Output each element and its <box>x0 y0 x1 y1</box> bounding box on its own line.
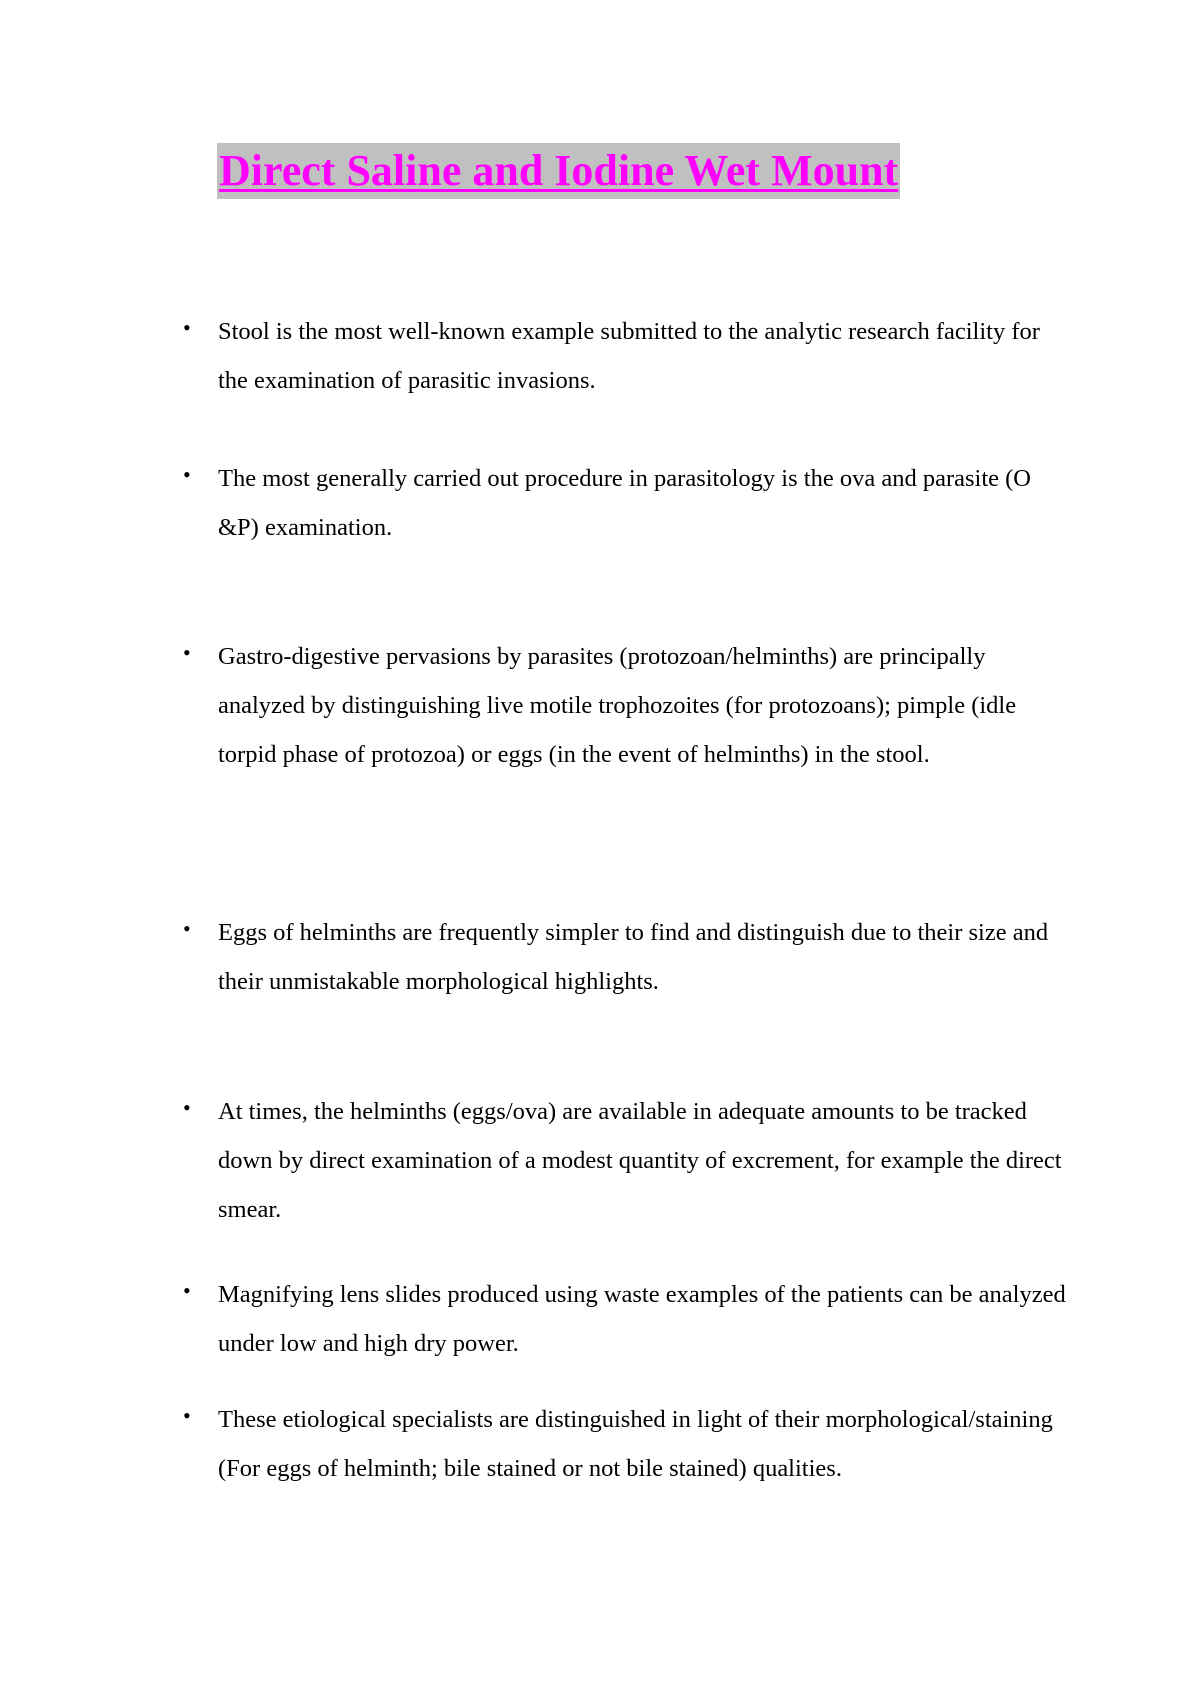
bullet-icon: • <box>183 462 191 487</box>
bullet-text: Magnifying lens slides produced using waste examples of the patients can be analyzed under low and high dry power. <box>218 1281 1066 1357</box>
document-title: Direct Saline and Iodine Wet Mount <box>219 146 899 195</box>
bullet-icon: • <box>183 1278 191 1303</box>
list-item <box>183 1270 1068 1368</box>
list-item <box>183 307 1068 405</box>
list-item <box>183 632 1068 779</box>
list-item <box>183 454 1068 552</box>
bullet-icon: • <box>183 640 191 665</box>
bullet-icon: • <box>183 315 191 340</box>
bullet-icon: • <box>183 1403 191 1428</box>
bullet-text: Eggs of helminths are frequently simpler to find and distinguish due to their size and their unmistakable morphological highlights. <box>218 919 1049 995</box>
list-item <box>183 908 1068 1006</box>
bullet-text: At times, the helminths (eggs/ova) are available in adequate amounts to be tracked down by direct examination of a modest quantity of excrement, for example the direct smear. <box>218 1098 1062 1223</box>
title-highlight <box>217 143 900 199</box>
bullet-icon: • <box>183 916 191 941</box>
bullet-text: These etiological specialists are distinguished in light of their morphological/staining (For eggs of helminth; bile stained or not bile stained) qualities. <box>218 1406 1053 1482</box>
bullet-icon: • <box>183 1095 191 1120</box>
list-item <box>183 1087 1068 1234</box>
bullet-text: The most generally carried out procedure in parasitology is the ova and parasite (O &P) examination. <box>218 465 1031 541</box>
bullet-text: Stool is the most well-known example submitted to the analytic research facility for the examination of parasitic invasions. <box>218 318 1040 394</box>
bullet-text: Gastro-digestive pervasions by parasites (protozoan/helminths) are principally analyzed by distinguishing live motile trophozoites (for protozoans); pimple (idle torpid phase of protozoa) or eggs (in the event of helminths) in the stool. <box>218 643 1017 768</box>
list-item <box>183 1395 1068 1493</box>
